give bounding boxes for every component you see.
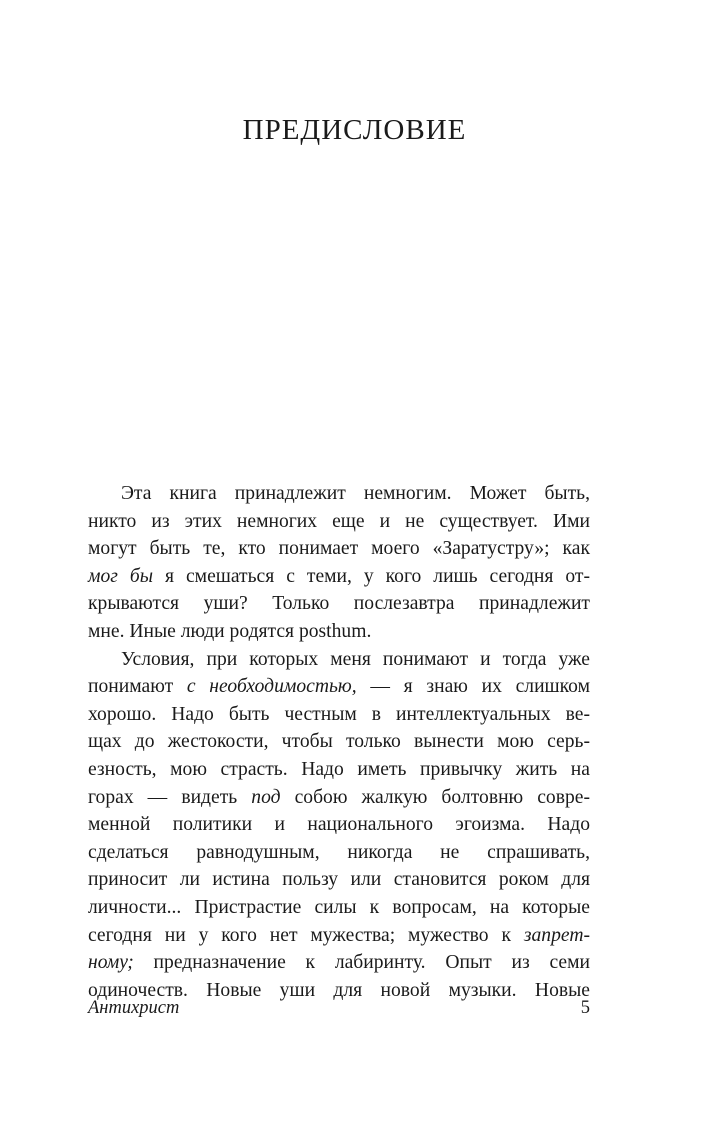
text-run: предназначение к лабиринту. Опыт из семи [133, 952, 590, 974]
text-run: никто из этих немногих еще и не существует. Ими [88, 510, 590, 532]
text-run: одиночеств. Новые уши для новой музыки. Новые [88, 979, 590, 1001]
italic-text: мог бы [88, 565, 154, 587]
text-line [88, 894, 590, 922]
text-line [88, 839, 590, 867]
text-run: мне. Иные люди родятся posthum. [88, 620, 372, 642]
text-line [88, 563, 590, 591]
text-line [88, 535, 590, 563]
text-line [88, 866, 590, 894]
page-number: 5 [580, 998, 590, 1018]
text-run: личности... Пристрастие силы к вопросам, на которые [88, 896, 590, 918]
text-run: хорошо. Надо быть честным в интеллектуальных ве- [88, 703, 590, 725]
page-title: ПРЕДИСЛОВИЕ [242, 114, 467, 146]
text-run: щах до жестокости, чтобы только вынести мою серь- [88, 731, 590, 753]
text-line [88, 701, 590, 729]
text-run: горах — видеть [88, 786, 252, 808]
text-run: езность, мою страсть. Надо иметь привычку жить на [88, 758, 590, 780]
text-run: Условия, при которых меня понимают и тогда уже [121, 648, 590, 670]
text-line [88, 811, 590, 839]
page-footer [88, 993, 590, 1023]
text-line [88, 480, 590, 508]
text-line [88, 646, 590, 674]
text-run: менной политики и национального эгоизма. Надо [88, 814, 590, 836]
text-run: Эта книга принадлежит немногим. Может быть, [121, 483, 590, 504]
text-line [88, 590, 590, 618]
text-run: могут быть те, кто понимает моего «Заратустру»; как [88, 538, 590, 560]
italic-text: под [251, 786, 281, 808]
text-line [88, 949, 590, 977]
italic-text: ному; [88, 952, 134, 974]
italic-text: с необходимостью, [186, 676, 357, 698]
text-line [88, 618, 590, 646]
text-line [88, 784, 590, 812]
text-run: понимают [88, 676, 187, 698]
text-line [88, 922, 590, 950]
text-run: сделаться равнодушным, никогда не спрашивать, [88, 841, 590, 863]
text-line [88, 728, 590, 756]
running-title: Антихрист [88, 998, 180, 1018]
text-run: сегодня ни у кого нет мужества; мужество к [88, 924, 524, 946]
body-text [88, 480, 590, 1004]
text-run: я смешаться с теми, у кого лишь сегодня от- [153, 565, 591, 587]
text-run: собою жалкую болтовню совре- [280, 786, 590, 808]
text-run: приносит ли истина пользу или становится роком для [88, 869, 590, 891]
text-line [88, 756, 590, 784]
text-line [88, 508, 590, 536]
text-run: — я знаю их слишком [356, 676, 590, 698]
text-line [88, 673, 590, 701]
italic-text: запрет- [523, 924, 590, 946]
text-run: крываются уши? Только послезавтра принадлежит [88, 593, 590, 615]
